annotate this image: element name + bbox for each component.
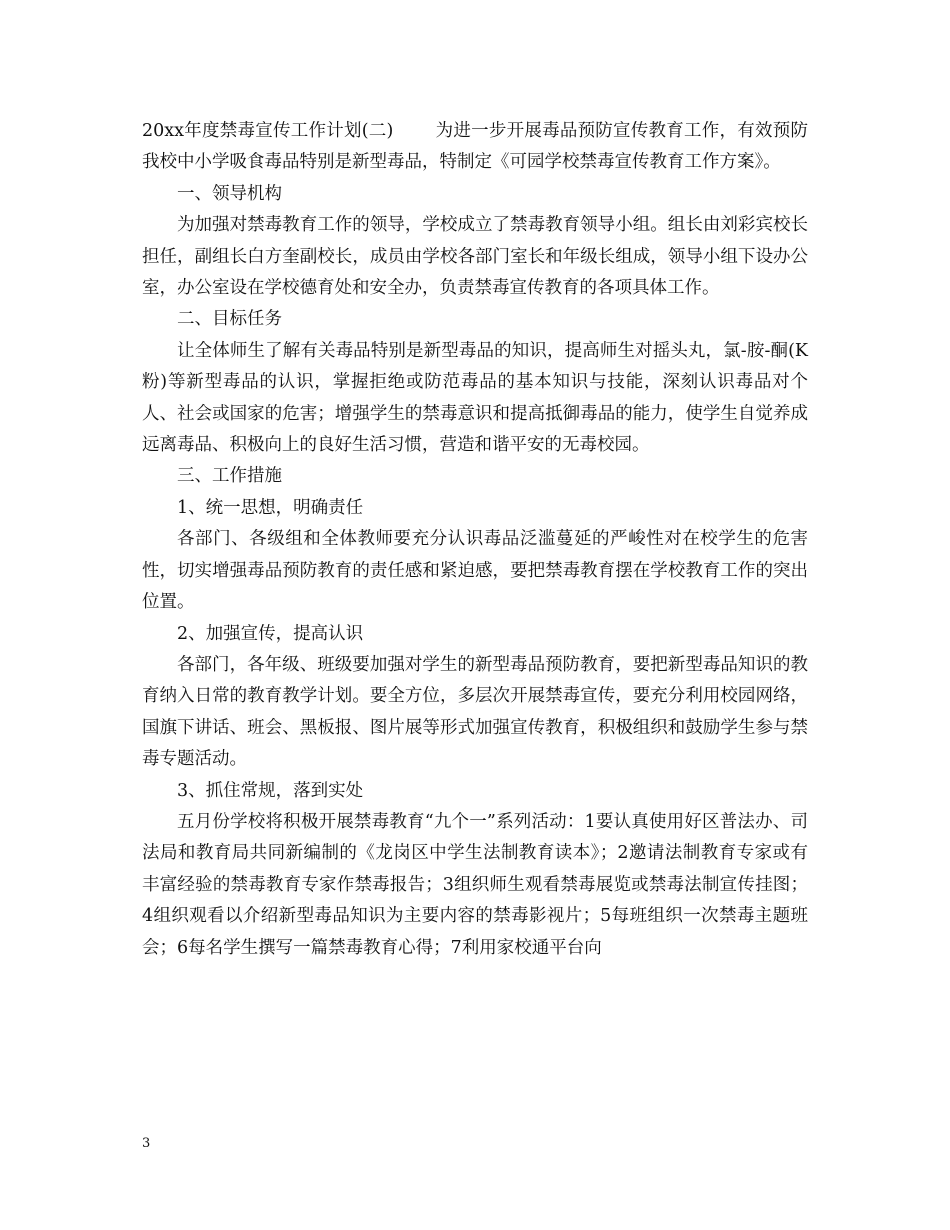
heading-leadership: 一、领导机构 (177, 183, 282, 204)
document-title: 20xx年度禁毒宣传工作计划(二) (142, 121, 394, 141)
subheading-2: 2、加强宣传，提高认识 (177, 623, 364, 644)
page-number: 3 (142, 1136, 151, 1151)
heading-measures: 三、工作措施 (177, 466, 282, 487)
paragraph-measure-2: 各部门，各年级、班级要加强对学生的新型毒品预防教育，要把新型毒品知识的教育纳入日常的教育教学计划。要全方位，多层次开展禁毒宣传，要充分利用校园网络，国旗下讲话、班会、黑板报、图片展等形式加强宣传教育，积极组织和鼓励学生参与禁毒专题活动。 (142, 654, 808, 770)
subheading-3: 3、抓住常规，落到实处 (177, 780, 364, 801)
subheading-1: 1、统一思想，明确责任 (177, 497, 364, 518)
document-body (142, 116, 808, 964)
intro-text: 为进一步开展毒品预防宣传教育工作，有效预防我校中小学吸食毒品特别是新型毒品，特制定《可园学校禁毒宣传教育工作方案》。 (142, 121, 809, 173)
paragraph-goals: 让全体师生了解有关毒品特别是新型毒品的知识，提高师生对摇头丸，氯-胺-酮(K粉)等新型毒品的认识，掌握拒绝或防范毒品的基本知识与技能，深刻认识毒品对个人、社会或国家的危害；增强学生的禁毒意识和提高抵御毒品的能力，使学生自觉养成远离毒品、积极向上的良好生活习惯，营造和谐平安的无毒校园。 (142, 340, 808, 456)
paragraph-leadership: 为加强对禁毒教育工作的领导，学校成立了禁毒教育领导小组。组长由刘彩宾校长担任，副组长白方奎副校长，成员由学校各部门室长和年级长组成，领导小组下设办公室，办公室设在学校德育处和安全办，负责禁毒宣传教育的各项具体工作。 (142, 215, 808, 299)
paragraph-measure-3: 五月份学校将积极开展禁毒教育“九个一”系列活动：1要认真使用好区普法办、司法局和教育局共同新编制的《龙岗区中学生法制教育读本》；2邀请法制教育专家或有丰富经验的禁毒教育专家作禁毒报告；3组织师生观看禁毒展览或禁毒法制宣传挂图；4组织观看以介绍新型毒品知识为主要内容的禁毒影视片；5每班组织一次禁毒主题班会；6每名学生撰写一篇禁毒教育心得；7利用家校通平台向 (142, 811, 808, 958)
title-paragraph (142, 116, 808, 179)
paragraph-measure-1: 各部门、各级组和全体教师要充分认识毒品泛滥蔓延的严峻性对在校学生的危害性，切实增强毒品预防教育的责任感和紧迫感，要把禁毒教育摆在学校教育工作的突出位置。 (142, 529, 808, 613)
heading-goals: 二、目标任务 (177, 309, 282, 330)
